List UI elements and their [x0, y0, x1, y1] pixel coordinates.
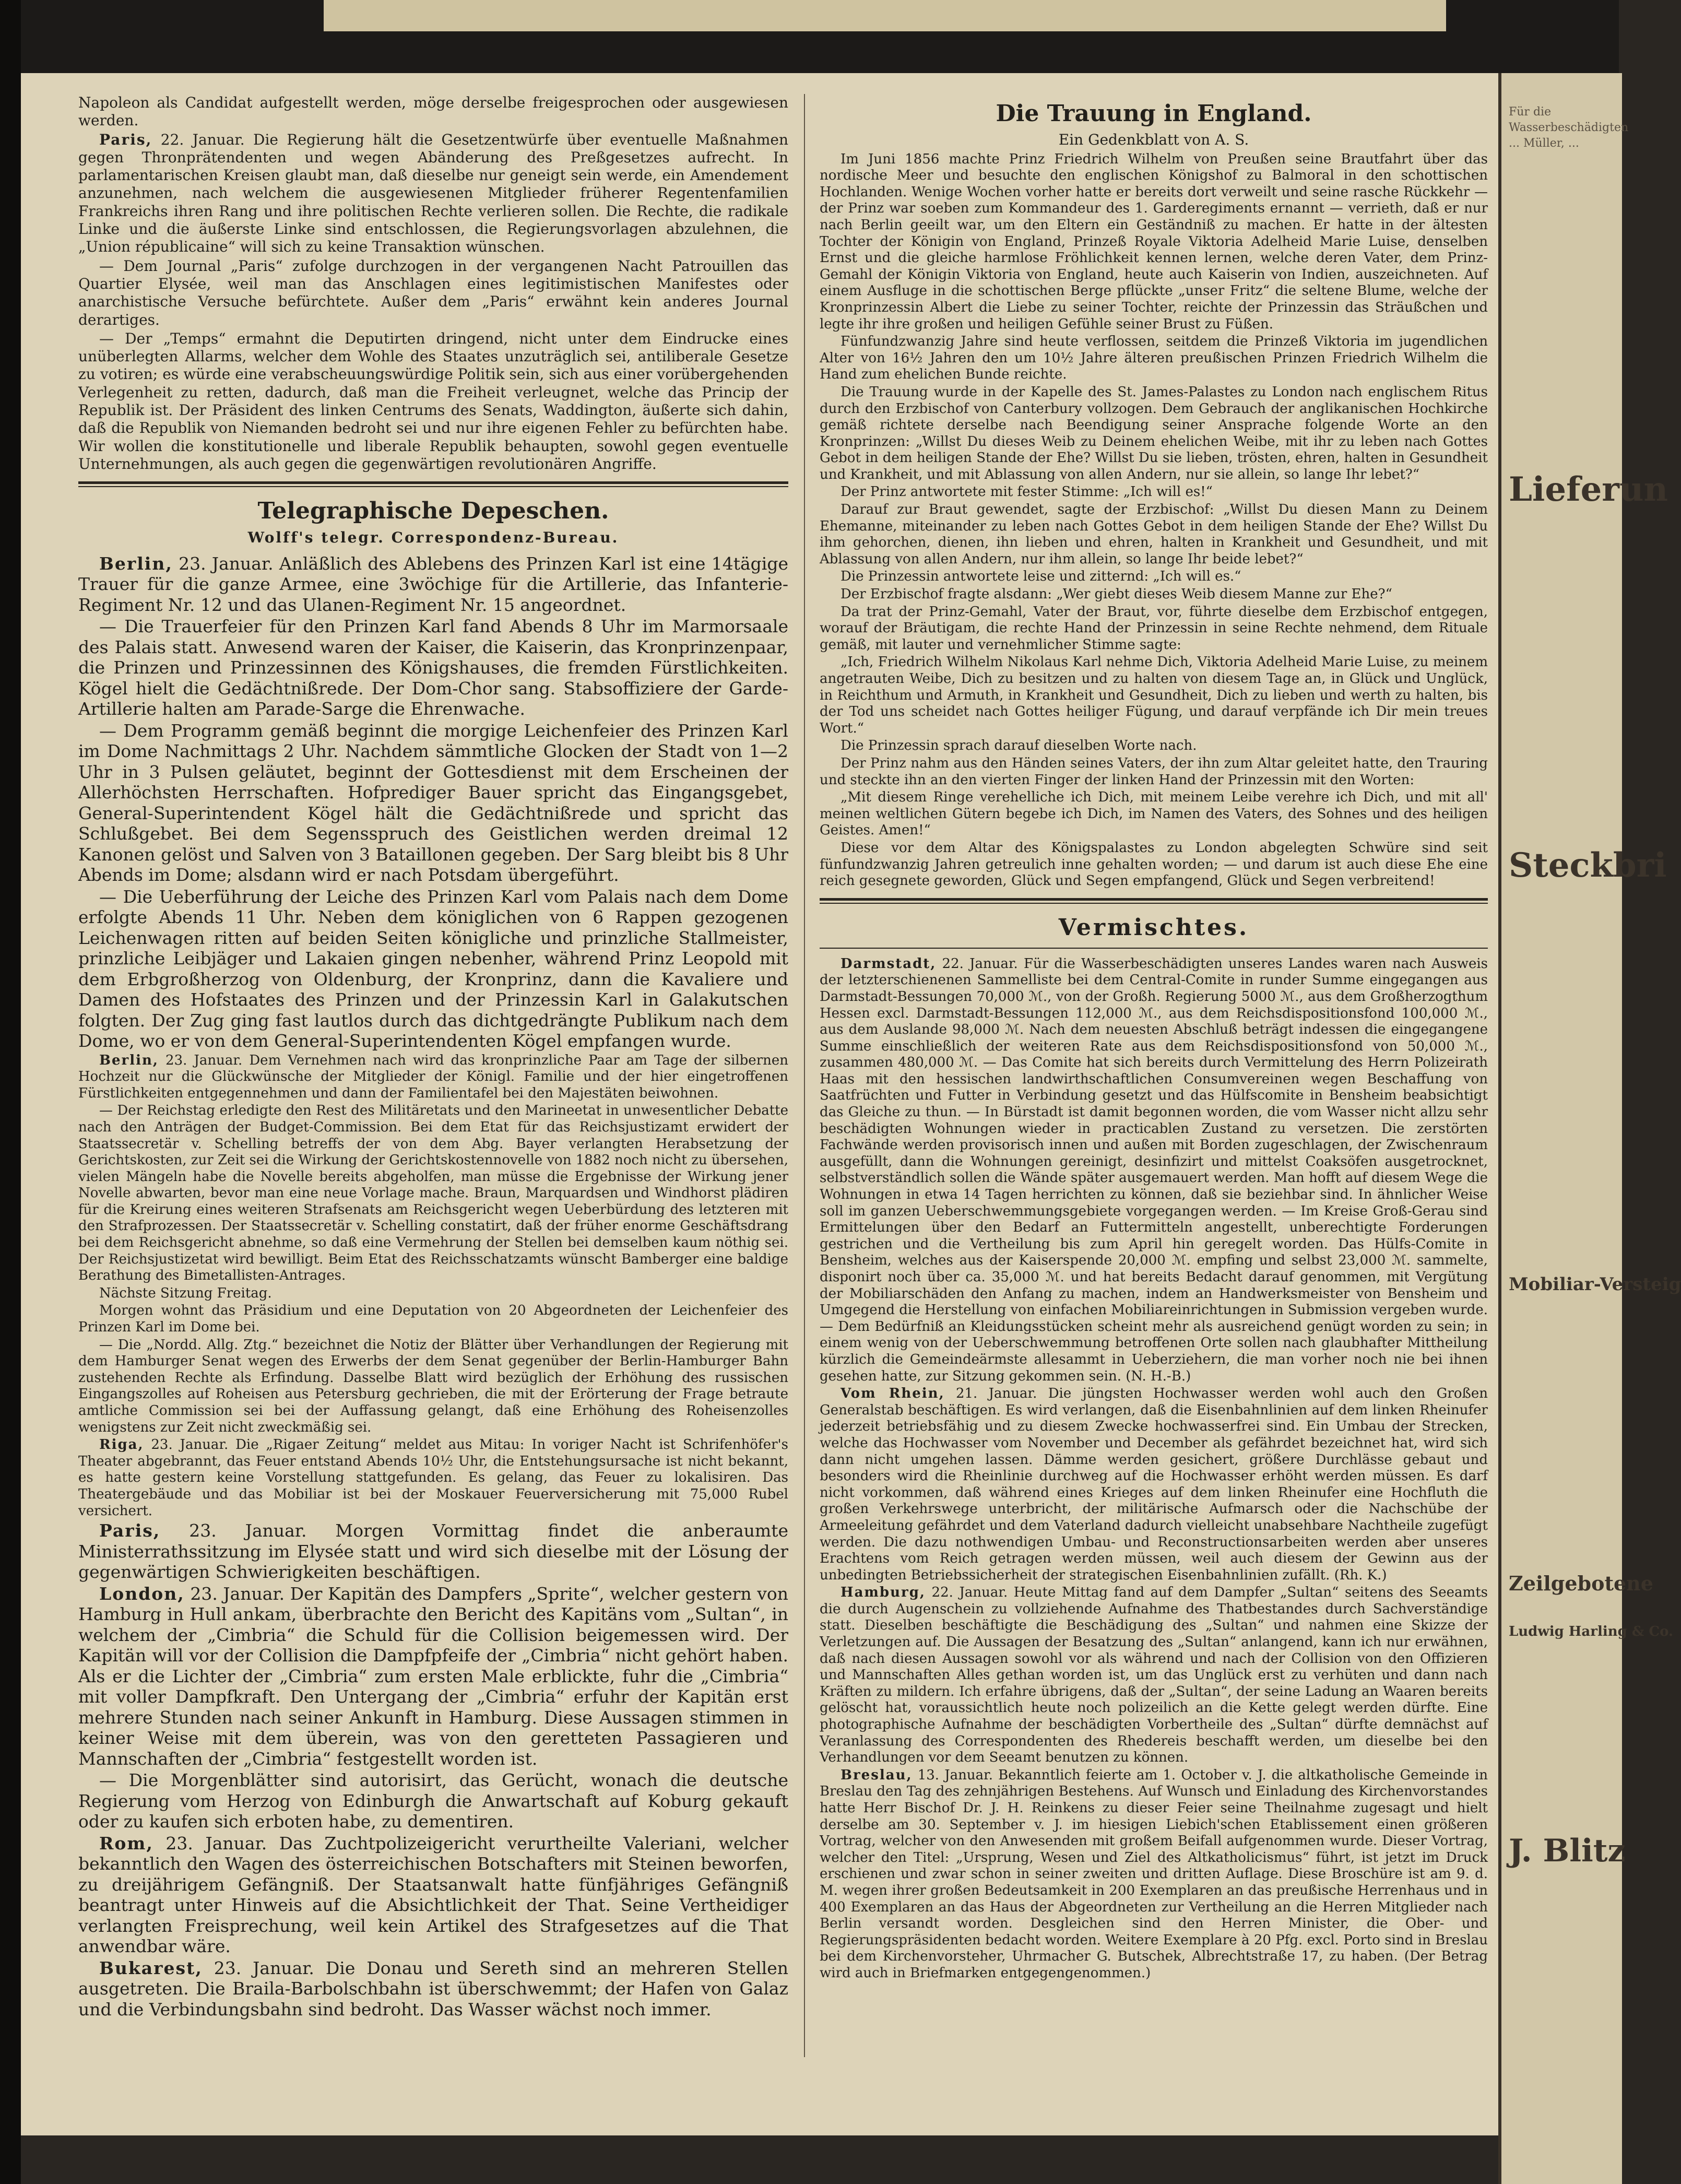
- adjacent-heading: Ludwig Harling & Co.: [1509, 1624, 1674, 1639]
- article-paragraph: — Der Reichstag erledigte den Rest des Militäretats und den Marineetat in unwesentlicher Debatte nach den Anträgen der Budget-Commission. Bei dem Etat für das Reichsjustizamt erwidert der Staatssecretär v. Schelling betreffs der von dem Abg. Bayer verlangten Herabsetzung der Gerichtskosten, zur Zeit sei die Wirkung der Gerichtskostennovelle von 1882 noch nicht zu übersehen, vielen Mängeln habe die Novelle bereits abgeholfen, man müsse die Ergebnisse der Wirkung jener Novelle abwarten, bevor man eine neue Vorlage mache. Braun, Marquardsen und Windhorst plädiren für die Kreirung eines weiteren Strafsenats am Reichsgericht wegen Ueberbürdung des letzteren mit den Strafprozessen. Der Staatssecretär v. Schelling constatirt, daß der früher enorme Geschäftsdrang bei dem Reichsgericht abnehme, so daß eine Vermehrung der Stellen bei demselben kaum nöthig sei. Der Reichsjustizetat wird bewilligt. Beim Etat des Reichsschatzamts wünscht Bamberger eine baldige Berathung des Bimetallisten-Antrages.: [78, 1103, 788, 1284]
- section-rule-thin: [820, 948, 1488, 949]
- adjacent-heading: Zeilgebotene: [1509, 1572, 1653, 1595]
- article-paragraph: Berlin, 23. Januar. Dem Vernehmen nach wird das kronprinzliche Paar am Tage der silbernen Hochzeit nur die Glückwünsche der Mitglieder der Königl. Familie und der hier eingetroffenen Fürstlichkeiten entgegennehmen und dann der Familientafel bei den Majestäten beiwohnen.: [78, 1052, 788, 1101]
- article-paragraph: Der Erzbischof fragte alsdann: „Wer giebt dieses Weib diesem Manne zur Ehe?“: [841, 586, 1392, 603]
- article-paragraph: Die Trauung wurde in der Kapelle des St. James-Palastes zu London nach englischem Ritus durch den Erzbischof von Canterbury vollzogen. Dem Gebrauch der anglikanischen Hochkirche gemäß richtete derselbe nach Beendigung seiner Ansprache folgende Worte an den Kronprinzen: „Willst Du dieses Weib zu Deinem ehelichen Weibe, mit ihr zu leben nach Gottes Gebot in dem heiligen Stande der Ehe? Willst Du sie lieben, trösten, ehren, halten in Gesundheit und Krankheit, und mit Ablassung von allen Andern, nur sie allein, so lange Ihr lebet?“: [820, 384, 1488, 482]
- feuilleton-heading: Die Trauung in England.: [996, 100, 1312, 127]
- section-heading: Vermischtes.: [1058, 914, 1249, 941]
- adjacent-heading: J. Blitz: [1509, 1833, 1626, 1869]
- article-paragraph: London, 23. Januar. Der Kapitän des Dampfers „Sprite“, welcher gestern von Hamburg in Hull ankam, überbrachte den Bericht des Kapitäns vom „Sultan“, in welchem der „Cimbria“ die Schuld für die Collision beigemessen wird. Der Kapitän will vor der Collision die Dampfpfeife der „Cimbria“ nicht gehört haben. Als er die Lichter der „Cimbria“ zum ersten Male erblickte, fuhr die „Cimbria“ mit voller Dampfkraft. Den Untergang der „Cimbria“ erfuhr der Kapitän erst mehrere Stunden nach seiner Ankunft in Hamburg. Diese Aussagen stimmen in keiner Weise mit dem überein, was von den geretteten Passagieren und Mannschaften der „Cimbria“ festgestellt worden ist.: [78, 1583, 788, 1769]
- article-paragraph: Vom Rhein, 21. Januar. Die jüngsten Hochwasser werden wohl auch den Großen Generalstab beschäftigen. Es wird verlangen, daß die Eisenbahnlinien auf dem linken Rheinufer jederzeit betriebsfähig und zu diesem Zwecke hochwasserfrei sind. Ein Umbau der Strecken, welche das Hochwasser vom November und December als gefährdet bezeichnet hat, wird sich dann nicht umgehen lassen. Dämme werden gesichert, größere Durchlässe gebaut und besonders wird die Rheinlinie durchweg auf die Hochwasser erhöht werden müssen. Es darf nicht vorkommen, daß während eines Krieges auf dem linken Rheinufer eine Hochfluth die großen Verkehrswege unterbricht, der militärische Aufmarsch oder die Nachschübe der Armeeleitung gefährdet und dem Vaterland dadurch vielleicht unabsehbare Nachtheile zugefügt werden. Die dazu nothwendigen Umbau- und Reconstructionsarbeiten werden aber unseres Erachtens vom Reich getragen werden müssen, weil auch diesem der Gewinn aus der unbedingten Betriebssicherheit der strategischen Eisenbahnlinien zufällt. (Rh. K.): [820, 1386, 1488, 1583]
- article-paragraph: Rom, 23. Januar. Das Zuchtpolizeigericht verurtheilte Valeriani, welcher bekanntlich den Wagen des österreichischen Botschafters mit Steinen beworfen, zu dreijährigem Gefängniß. Der Staatsanwalt hatte fünfjähriges Gefängniß beantragt unter Hinweis auf die Absichtlichkeit der That. Seine Vertheidiger verlangten Freisprechung, weil kein Artikel des Strafgesetzes auf die That anwendbar wäre.: [78, 1833, 788, 1957]
- article-paragraph: „Ich, Friedrich Wilhelm Nikolaus Karl nehme Dich, Viktoria Adelheid Marie Luise, zu meinem angetrauten Weibe, Dich zu besitzen und zu halten von diesem Tage an, in Glück und Unglück, in Reichthum und Armuth, in Krankheit und Gesundheit, Dich zu lieben und werth zu halten, bis der Tod uns scheidet nach Gottes heiliger Fügung, und darauf verpfände ich Dir mein treues Wort.“: [820, 654, 1488, 736]
- telegram-block: [78, 1520, 788, 2020]
- article-paragraph: Paris, 23. Januar. Morgen Vormittag findet die anberaumte Ministerrathssitzung im Elysée statt und wird sich dieselbe mit der Lösung der gegenwärtigen Schwierigkeiten beschäftigen.: [78, 1520, 788, 1583]
- scan-left-frame: [0, 0, 21, 2184]
- article-paragraph: Der Prinz nahm aus den Händen seines Vaters, der ihn zum Altar geleitet hatte, den Trauring und steckte ihn an den vierten Finger der linken Hand der Prinzessin mit den Worten:: [820, 755, 1488, 788]
- article-paragraph: Nächste Sitzung Freitag.: [99, 1285, 272, 1301]
- telegram-block: [78, 553, 788, 1052]
- article-paragraph: Im Juni 1856 machte Prinz Friedrich Wilhelm von Preußen seine Brautfahrt über das nordische Meer und besuchte den englischen Königshof zu Balmoral in den schottischen Hochlanden. Wenige Wochen vorher hatte er bereits dort verweilt und seine rasche Rückkehr — der Prinz war soeben zum Kommandeur des 1. Garderegiments ernannt — verrieth, daß er nur nach Berlin geeilt war, um den Eltern ein Geständniß zu machen. Er hatte in der ältesten Tochter der Königin von England, Prinzeß Royale Viktoria Adelheid Marie Luise, denselben Ernst und die gleiche harmlose Fröhlichkeit kennen lernen, welche deren Vater, dem Prinz-Gemahl der Königin Viktoria von England, heute auch Kaiserin von Indien, auszeichneten. Auf einem Ausfluge in die schottischen Berge pflückte „unser Fritz“ die seltene Blume, welche der Kronprinzessin Albert die Liebe zu seiner Tochter, reichte der Prinzessin das Sträußchen und legte ihr ihre großen und heiligen Gefühle seiner Brust zu Füßen.: [820, 151, 1488, 332]
- article-paragraph: Berlin, 23. Januar. Anläßlich des Ablebens des Prinzen Karl ist eine 14tägige Trauer für die ganze Armee, eine 3wöchige für die Artillerie, das Infanterie-Regiment Nr. 12 und das Ulanen-Regiment Nr. 15 angeordnet.: [78, 553, 788, 615]
- article-paragraph: Paris, 22. Januar. Die Regierung hält die Gesetzentwürfe über eventuelle Maßnahmen gegen Thronprätendenten und wegen Abänderung des Preßgesetzes aufrecht. In parlamentarischen Kreisen glaubt man, daß dieselbe nur geneigt sein werde, ein Amendement anzunehmen, nach welchem die ausgewiesenen Mitglieder früherer Regentenfamilien Frankreichs ihren Rang und ihre politischen Rechte verlieren sollen. Die Rechte, die radikale Linke und die äußerste Linke sind entschlossen, die Regierungsvorlagen abzulehnen, die „Union républicaine“ will sich zu keine Transaktion wünschen.: [78, 131, 788, 256]
- right-column: [820, 94, 1488, 1983]
- feuilleton-subtitle: Ein Gedenkblatt von A. S.: [1058, 131, 1249, 148]
- article-paragraph: Riga, 23. Januar. Die „Rigaer Zeitung“ meldet aus Mitau: In voriger Nacht ist Schrifenhöfer's Theater abgebrannt, das Feuer entstand Abends 10½ Uhr, die Entstehungsursache ist nicht bekannt, es hatte gestern keine Vorstellung stattgefunden. Es gelang, das Feuer zu lokalisiren. Das Theatergebäude und das Mobiliar ist bei der Moskauer Feuerversicherung mit 75,000 Rubel versichert.: [78, 1437, 788, 1519]
- adjacent-page-fragment: Für die Wasserbeschädigten ... Müller, ...: [1509, 105, 1629, 150]
- article-paragraph: — Die Trauerfeier für den Prinzen Karl fand Abends 8 Uhr im Marmorsaale des Palais statt. Anwesend waren der Kaiser, die Kaiserin, das Kronprinzenpaar, die Prinzen und Prinzessinnen des Königshauses, die fremden Fürstlichkeiten. Kögel hielt die Gedächtnißrede. Der Dom-Chor sang. Stabsoffiziere der Garde-Artillerie halten am Parade-Sarge die Ehrenwache.: [78, 616, 788, 719]
- article-paragraph: — Dem Journal „Paris“ zufolge durchzogen in der vergangenen Nacht Patrouillen das Quartier Elysée, weil man das Anschlagen eines legitimistischen Manifestes oder anarchistische Versuche befürchtete. Außer dem „Paris“ erwähnt kein anderes Journal derartiges.: [78, 257, 788, 328]
- article-paragraph: Der Prinz antwortete mit fester Stimme: „Ich will es!“: [841, 484, 1213, 500]
- article-paragraph: Die Prinzessin sprach darauf dieselben Worte nach.: [841, 738, 1197, 754]
- section-rule: [820, 898, 1488, 904]
- adjacent-page: [1498, 73, 1681, 2184]
- article-paragraph: Napoleon als Candidat aufgestellt werden, möge derselbe freigesprochen oder ausgewiesen werden.: [78, 94, 788, 129]
- article-paragraph: Fünfundzwanzig Jahre sind heute verflossen, seitdem die Prinzeß Viktoria im jugendlichen Alter von 16½ Jahren den um 10½ Jahre älteren preußischen Prinzen Friedrich Wilhelm die Hand zum ehelichen Bunde reichte.: [820, 334, 1488, 383]
- article-paragraph: „Mit diesem Ringe verehelliche ich Dich, mit meinem Leibe verehre ich Dich, und mit all' meinen weltlichen Gütern begebe ich Dich, im Namen des Vaters, des Sohnes und des heiligen Geistes. Amen!“: [820, 789, 1488, 839]
- scan-top-paper-edge: [324, 0, 1446, 31]
- adjacent-heading: Steckbri: [1509, 846, 1667, 885]
- adjacent-heading: Lieferun: [1509, 470, 1668, 509]
- article-paragraph: — Die Ueberführung der Leiche des Prinzen Karl vom Palais nach dem Dome erfolgte Abends 11 Uhr. Neben dem königlichen von 6 Rappen gezogenen Leichenwagen ritten auf beiden Seiten königliche und prinzliche Stallmeister, prinzliche Leibjäger und Lakaien gingen nebenher, während Prinz Leopold mit dem Erbgroßherzog von Oldenburg, der Kronprinz, dann die Kavaliere und Damen des Hofstaates des Prinzen und der Prinzessin Karl in Galakutschen folgten. Der Zug ging fast lautlos durch das dichtgedrängte Publikum nach dem Dome, wo er von dem General-Superintendenten Kögel empfangen wurde.: [78, 886, 788, 1052]
- article-paragraph: — Dem Programm gemäß beginnt die morgige Leichenfeier des Prinzen Karl im Dome Nachmittags 2 Uhr. Nachdem sämmtliche Glocken der Stadt von 1—2 Uhr in 3 Pulsen geläutet, beginnt der Gottesdienst mit dem Erscheinen der Allerhöchsten Herrschaften. Hofprediger Bauer spricht das Eingangsgebet, General-Superintendent Kögel hält die Gedächtnißrede und spricht das Schlußgebet. Bei dem Segensspruch des Geistlichen werden dreimal 12 Kanonen gelöst und Salven von 3 Bataillonen gegeben. Der Sarg bleibt bis 8 Uhr Abends im Dome; alsdann wird er nach Potsdam übergeführt.: [78, 720, 788, 886]
- section-subheading: Wolff's telegr. Correspondenz-Bureau.: [247, 529, 619, 547]
- article-paragraph: — Die Morgenblätter sind autorisirt, das Gerücht, wonach die deutsche Regierung vom Herzog von Edinburgh die Anwartschaft auf Koburg gekauft oder zu kaufen sich erboten habe, zu dementiren.: [78, 1770, 788, 1832]
- article-paragraph: Darmstadt, 22. Januar. Für die Wasserbeschädigten unseres Landes waren nach Ausweis der letzterschienenen Sammelliste bei dem Central-Comite in runder Summe eingegangen aus Darmstadt-Bessungen 70,000 ℳ., von der Großh. Regierung 5000 ℳ., aus dem Großherzogthum Hessen excl. Darmstadt-Bessungen 112,000 ℳ., aus dem Reichsdispositionsfond 100,000 ℳ., aus dem Auslande 98,000 ℳ. Nach dem neuesten Abschluß beträgt indessen die eingegangene Summe einschließlich der weiteren Rate aus dem Reichsdispositionsfond von 50,000 ℳ., zusammen 480,000 ℳ. — Das Comite hat sich bereits durch Vermittelung des Herrn Polizeirath Haas mit den hessischen landwirthschaftlichen Consumvereinen wegen Beschaffung von Saatfrüchten und Futter in Verbindung gesetzt und das Hülfscomite in Bensheim beabsichtigt das Gleiche zu thun. — In Bürstadt ist damit begonnen worden, die vom Wasser nicht allzu sehr beschädigten Wohnungen wieder in practicablen Zustand zu versetzen. Die zerstörten Fachwände werden provisorisch innen und außen mit Borden zugeschlagen, der Zwischenraum ausgefüllt, dann die Wohnungen gereinigt, desinfizirt und mittelst Coaksöfen ausgetrocknet, selbstverständlich sollen die Wände später ausgemauert werden. Man hofft auf diesem Wege die Wohnungen in etwa 14 Tagen herrichten zu können, daß sie beziehbar sind. In ähnlicher Weise soll im ganzen Ueberschwemmungsgebiete vorgegangen werden. — Im Kreise Groß-Gerau sind Ermittelungen über den Bedarf an Futtermitteln angestellt, unberechtigte Forderungen gestrichen und die Vertheilung bis zum April hin geregelt worden. Das Hülfs-Comite in Bensheim, welches aus der Kaiserspende 20,000 ℳ. empfing und selbst 23,000 ℳ. sammelte, disponirt noch über ca. 35,000 ℳ. und hat bereits Bedacht darauf genommen, mit Vergütung der Mobiliarschäden den Anfang zu machen, indem an Handwerksmeister von Bensheim und Umgegend die Herstellung von einfachen Mobiliareinrichtungen in Submission vergeben wurde. — Dem Bedürfniß an Kleidungsstücken scheint mehr als ausreichend genügt worden zu sein; in einem wenig von der Ueberschwemmung betroffenen Orte sollen nach glaubhafter Mittheilung kürzlich die Gemeindeärmste allesammt in Ueberziehern, die man vorher noch nie bei ihnen gesehen hatte, zur Sitzung gekommen sein. (N. H.-B.): [820, 955, 1488, 1384]
- article-paragraph: Darauf zur Braut gewendet, sagte der Erzbischof: „Willst Du diesen Mann zu Deinem Ehemanne, miteinander zu leben nach Gottes Gebot in dem heiligen Stande der Ehe? Willst Du ihm gehorchen, dienen, ihn lieben und ehren, halten in Krankheit und Gesundheit, und mit Ablassung von allen Andern, nur ihm allein, so lange Ihr beide lebet?“: [820, 502, 1488, 567]
- adjacent-heading: Mobiliar-Versteig: [1509, 1274, 1681, 1295]
- article-paragraph: Diese vor dem Altar des Königspalastes zu London abgelegten Schwüre sind seit fünfundzwanzig Jahren getreulich inne gehalten worden; — und darum ist auch diese Ehe eine reich gesegnete geworden, Glück und Segen empfangend, Glück und Segen verbreitend!: [820, 840, 1488, 889]
- column-divider: [804, 94, 805, 2057]
- article-paragraph: — Die „Nordd. Allg. Ztg.“ bezeichnet die Notiz der Blätter über Verhandlungen der Regierung mit dem Hamburger Senat wegen des Erwerbs der dem Senat gegenüber der Berlin-Hamburger Bahn zustehenden Rechte als Erfindung. Dasselbe Blatt wird bezüglich der Erhöhung des russischen Eingangszolles auf Roheisen aus Petersburg gechrieben, die mit der Erörterung der Frage betraute amtliche Commission sei bei der Auffassung gelangt, daß eine Erhöhung des Roheisenzolles wenigstens zur Zeit nicht zweckmäßig sei.: [78, 1337, 788, 1435]
- article-paragraph: Bukarest, 23. Januar. Die Donau und Sereth sind an mehreren Stellen ausgetreten. Die Braila-Barbolschbahn ist überschwemmt; der Hafen von Galaz und die Verbindungsbahn sind bedroht. Das Wasser wächst noch immer.: [78, 1957, 788, 2020]
- article-paragraph: — Der „Temps“ ermahnt die Deputirten dringend, nicht unter dem Eindrucke eines unüberlegten Allarms, welcher dem Wohle des Staates unzuträglich sei, antiliberale Gesetze zu votiren; es würde eine verabscheuungswürdige Politik sein, sich aus einer vorübergehenden Verlegenheit zu retten, dadurch, daß man die Freiheit verleugnet, welche das Princip der Republik ist. Der Präsident des linken Centrums des Senats, Waddington, äußerte sich dahin, daß die Republik von Niemanden bedroht sei und nur ihre eigenen Fehler zu befürchten habe. Wir wollen die konstitutionelle und liberale Republik behaupten, sowohl gegen eventuelle Unternehmungen, als auch gegen die gegenwärtigen revolutionären Angriffe.: [78, 329, 788, 473]
- section-rule: [78, 481, 788, 487]
- section-heading: Telegraphische Depeschen.: [257, 498, 609, 525]
- article-paragraph: Hamburg, 22. Januar. Heute Mittag fand auf dem Dampfer „Sultan“ seitens des Seeamts die durch Augenschein zu vollziehende Aufnahme des Thatbestandes durch Sachverständige statt. Dieselben beschäftigte die Beschädigung des „Sultan“ und nahmen eine Skizze der Verletzungen auf. Die Aussagen der Besatzung des „Sultan“ anlangend, kann ich nur erwähnen, daß nach diesen Aussagen sowohl vor als während und nach der Collision von den Offizieren und Mannschaften Alles gethan worden ist, um das Unglück erst zu verhüten und dann nach Kräften zu mildern. Ich erfahre übrigens, daß der „Sultan“, der seine Ladung an Waaren bereits gelöscht hat, voraussichtlich heute noch polizeilich an die Kette gelegt werden dürfte. Eine photographische Aufnahme der beschädigten Vorbertheile des „Sultan“ dürfte demnächst auf Veranlassung des Correspondenten des Rhedereis beschafft werden, um dieselbe bei den Verhandlungen vor dem Seeamt benutzen zu können.: [820, 1585, 1488, 1766]
- article-paragraph: Die Prinzessin antwortete leise und zitternd: „Ich will es.“: [841, 569, 1241, 585]
- article-paragraph: Morgen wohnt das Präsidium und eine Deputation von 20 Abgeordneten der Leichenfeier des Prinzen Karl im Dome bei.: [78, 1303, 788, 1336]
- left-column: [78, 94, 788, 2021]
- article-paragraph: Breslau, 13. Januar. Bekanntlich feierte am 1. October v. J. die altkatholische Gemeinde in Breslau den Tag des zehnjährigen Bestehens. Auf Wunsch und Einladung des Kirchenvorstandes hatte Herr Bischof Dr. J. H. Reinkens zu dieser Feier seine Theilnahme zugesagt und hielt derselbe am 30. September v. J. im hiesigen Liebich'schen Etablissement einen größeren Vortrag, welcher von den Anwesenden mit großem Beifall aufgenommen wurde. Dieser Vortrag, welcher den Titel: „Ursprung, Wesen und Ziel des Altkatholicismus“ führt, ist jetzt im Druck erschienen und zwar schon in seiner zweiten und dritten Auflage. Diese Broschüre ist am 9. d. M. wegen ihrer großen Bedeutsamkeit in 200 Exemplaren an das preußische Herrenhaus und in 400 Exemplaren an das Haus der Abgeordneten zur Vertheilung an die Herren Mitglieder nach Berlin versandt worden. Desgleichen sind den Herren Minister, die Ober- und Regierungspräsidenten bedacht worden. Weitere Exemplare à 20 Pfg. excl. Porto sind in Breslau bei dem Kirchenvorsteher, Uhrmacher G. Butschek, Albrechtstraße 17, zu haben. (Der Betrag wird auch in Briefmarken entgegengenommen.): [820, 1767, 1488, 1981]
- newspaper-page: [21, 73, 1502, 2135]
- telegram-block-small: [78, 1053, 788, 1520]
- article-paragraph: Da trat der Prinz-Gemahl, Vater der Braut, vor, führte dieselbe dem Erzbischof entgegen, worauf der Bräutigam, die rechte Hand der Prinzessin in seine Rechte nehmend, dem Rituale gemäß, mit lauter und vernehmlicher Stimme sagte:: [820, 604, 1488, 653]
